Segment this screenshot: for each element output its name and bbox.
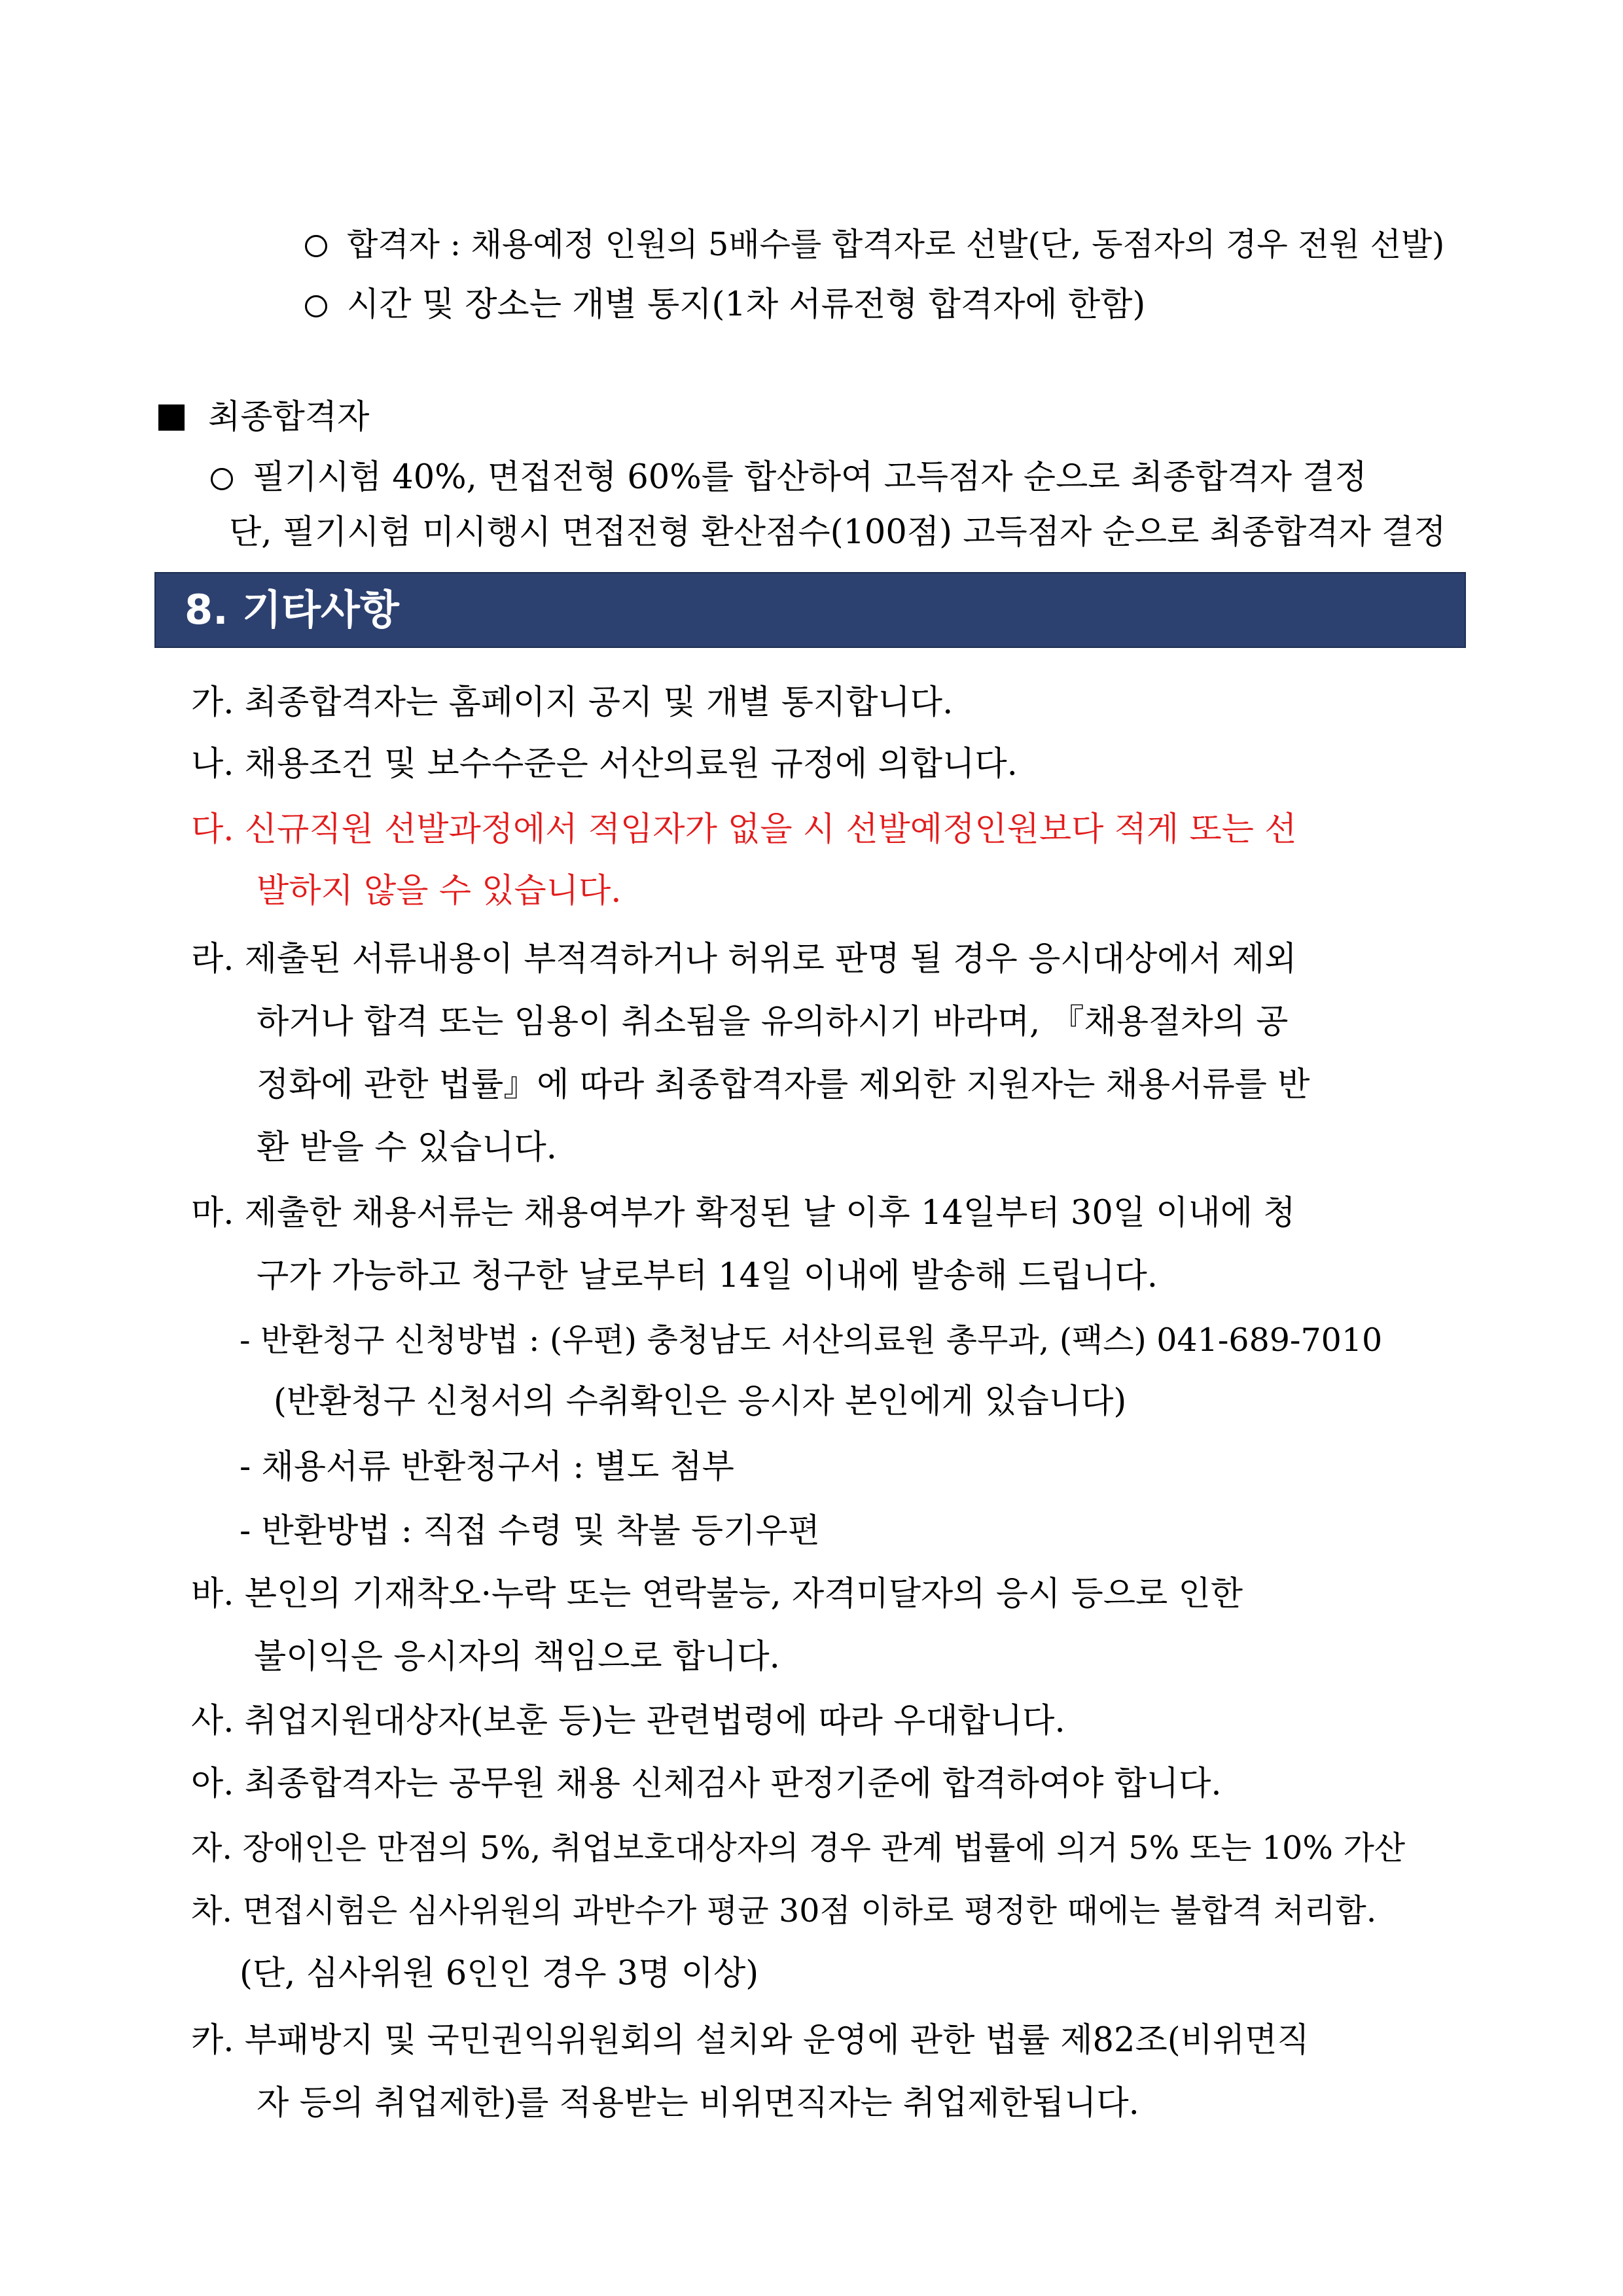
item-cha-line2: (단, 심사위원 6인인 경우 3명 이상) [240, 1954, 759, 1993]
item-ra-line4: 환 받을 수 있습니다. [257, 1128, 557, 1167]
item-ra-line1: 라. 제출된 서류내용이 부적격하거나 허위로 판명 될 경우 응시대상에서 제외 [191, 940, 1297, 978]
circle-bullet-icon [305, 295, 327, 317]
item-ra-line3: 정화에 관한 법률』에 따라 최종합격자를 제외한 지원자는 채용서류를 반 [257, 1066, 1310, 1104]
final-section-bullet: 필기시험 40%, 면접전형 60%를 합산하여 고득점자 순으로 최종합격자 결정 [211, 457, 1367, 499]
item-ma-line2: 구가 가능하고 청구한 날로부터 14일 이내에 발송해 드립니다. [257, 1257, 1158, 1295]
item-ba-line2: 불이익은 응시자의 책임으로 합니다. [254, 1638, 780, 1676]
final-section-heading: 최종합격자 [158, 397, 369, 439]
item-ma-sub1-note: (반환청구 신청서의 수취확인은 응시자 본인에게 있습니다) [274, 1382, 1127, 1421]
item-ma-sub2: - 채용서류 반환청구서 : 별도 첨부 [240, 1448, 734, 1486]
item-ja: 자. 장애인은 만점의 5%, 취업보호대상자의 경우 관계 법률에 의거 5% 또는 10% 가산 [191, 1829, 1406, 1867]
item-da-line2: 발하지 않을 수 있습니다. [257, 872, 622, 910]
item-ma-line1: 마. 제출한 채용서류는 채용여부가 확정된 날 이후 14일부터 30일 이내에 청 [191, 1194, 1296, 1232]
item-ga: 가. 최종합격자는 홈페이지 공지 및 개별 통지합니다. [191, 683, 954, 722]
item-sa: 사. 취업지원대상자(보훈 등)는 관련법령에 따라 우대합니다. [191, 1702, 1065, 1740]
square-bullet-icon [158, 404, 185, 431]
circle-bullet-icon [211, 468, 233, 490]
item-a: 아. 최종합격자는 공무원 채용 신체검사 판정기준에 합격하여야 합니다. [191, 1765, 1222, 1803]
item-ma-sub1: - 반환청구 신청방법 : (우편) 충청남도 서산의료원 총무과, (팩스) 041-689-7010 [240, 1321, 1383, 1359]
circle-bullet-icon [305, 235, 327, 257]
item-ka-line2: 자 등의 취업제한)를 적용받는 비위면직자는 취업제한됩니다. [257, 2084, 1139, 2123]
section-8-title: 8. 기타사항 [185, 586, 399, 634]
item-cha-line1: 차. 면접시험은 심사위원의 과반수가 평균 30점 이하로 평정한 때에는 불합격 처리함. [191, 1892, 1377, 1929]
section-8-header [154, 572, 1466, 648]
item-na: 나. 채용조건 및 보수수준은 서산의료원 규정에 의합니다. [191, 745, 1018, 783]
bullet-line-applicants: 합격자 : 채용예정 인원의 5배수를 합격자로 선발(단, 동점자의 경우 전원 선발) [305, 224, 1444, 266]
item-ka-line1: 카. 부패방지 및 국민권익위원회의 설치와 운영에 관한 법률 제82조(비위면직 [191, 2021, 1310, 2060]
item-ma-sub3: - 반환방법 : 직접 수령 및 착불 등기우편 [240, 1512, 820, 1551]
item-ba-line1: 바. 본인의 기재착오·누락 또는 연락불능, 자격미달자의 응시 등으로 인한 [191, 1575, 1243, 1613]
final-section-note: 단, 필기시험 미시행시 면접전형 환산점수(100점) 고득점자 순으로 최종합격자 결정 [229, 513, 1446, 552]
item-ra-line2: 하거나 합격 또는 임용이 취소됨을 유의하시기 바라며, 『채용절차의 공 [257, 1003, 1289, 1041]
bullet-line-time-place: 시간 및 장소는 개별 통지(1차 서류전형 합격자에 한함) [305, 284, 1145, 326]
item-da-line1: 다. 신규직원 선발과정에서 적임자가 없을 시 선발예정인원보다 적게 또는 선 [191, 810, 1297, 849]
